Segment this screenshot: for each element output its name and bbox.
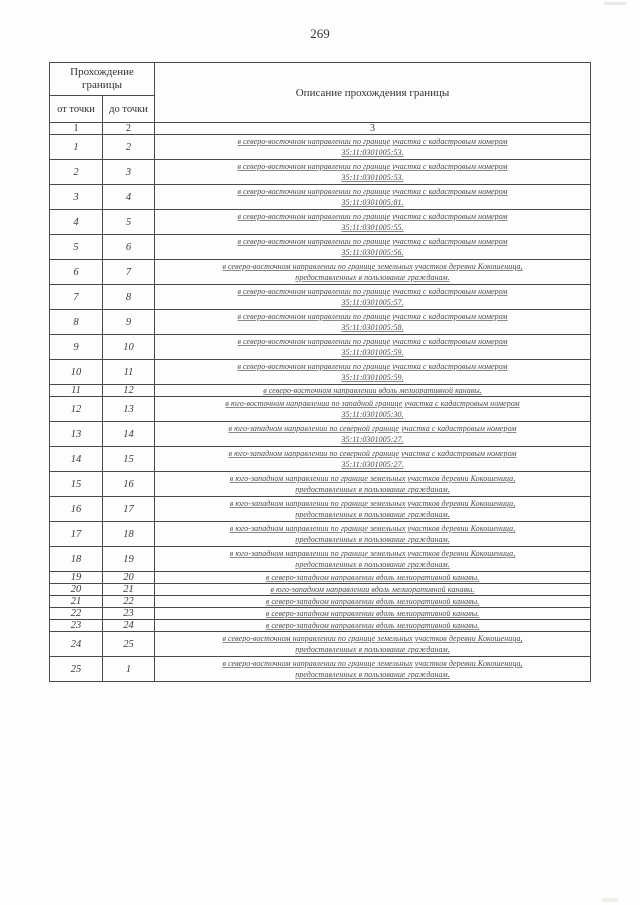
to-point-cell: 13 [103,397,155,422]
to-point-cell: 18 [103,522,155,547]
column-number-3: 3 [155,123,591,135]
description-line: в юго-восточном направлении по западной границе участка с кадастровым номером [225,399,520,408]
from-point-cell: 14 [50,447,103,472]
description-line: 35:11:0301005:58. [341,323,404,332]
from-point-cell: 2 [50,160,103,185]
description-line: в юго-западном направлении по границе земельных участков деревни Кокошеница, [229,524,516,533]
from-point-cell: 24 [50,632,103,657]
table-row [50,547,591,572]
description-line: 35:11:0301005:30. [341,410,404,419]
description-line: 35:11:0301005:59. [341,373,404,382]
table-row [50,422,591,447]
to-point-cell: 16 [103,472,155,497]
description-line: в юго-западном направлении по северной границе участка с кадастровым номером [228,424,517,433]
to-point-cell: 20 [103,572,155,584]
description-line: 35:11:0301005:53. [341,173,404,182]
table-row [50,522,591,547]
to-point-cell: 7 [103,260,155,285]
description-line: в северо-восточном направлении по границе земельных участков деревни Кокошеница, [222,262,523,271]
table-body [50,63,591,682]
description-cell [155,620,591,632]
to-point-cell: 14 [103,422,155,447]
description-line: в северо-восточном направлении по границе земельных участков деревни Кокошеница, [222,634,523,643]
table-row [50,185,591,210]
table-row [50,572,591,584]
description-line: 35:11:0301005:56. [341,248,404,257]
description-line: предоставленных в пользование гражданам. [295,560,450,569]
column-number-2: 2 [103,123,155,135]
description-cell [155,422,591,447]
from-point-cell: 6 [50,260,103,285]
table-row [50,620,591,632]
from-point-cell: 19 [50,572,103,584]
to-point-cell: 12 [103,385,155,397]
to-point-cell: 19 [103,547,155,572]
from-point-cell: 22 [50,608,103,620]
from-point-cell: 16 [50,497,103,522]
to-point-cell: 10 [103,335,155,360]
from-point-cell: 12 [50,397,103,422]
description-line: в северо-восточном направлении по границе участка с кадастровым номером [237,212,508,221]
table-row [50,497,591,522]
table-row [50,310,591,335]
header-boundary-description: Описание прохождения границы [155,63,591,123]
to-point-cell: 24 [103,620,155,632]
table-row [50,335,591,360]
description-line: в северо-западном направлении вдоль мелиоративной канавы. [265,608,480,618]
description-line: предоставленных в пользование гражданам. [295,670,450,679]
table-row [50,360,591,385]
to-point-cell: 2 [103,135,155,160]
from-point-cell: 8 [50,310,103,335]
description-line: в северо-западном направлении вдоль мелиоративной канавы. [265,596,480,606]
table-row [50,285,591,310]
from-point-cell: 10 [50,360,103,385]
description-line: в юго-западном направлении по границе земельных участков деревни Кокошеница, [229,499,516,508]
from-point-cell: 1 [50,135,103,160]
description-line: в северо-западном направлении вдоль мелиоративной канавы. [265,572,480,582]
to-point-cell: 15 [103,447,155,472]
description-cell [155,397,591,422]
table-row [50,135,591,160]
to-point-cell: 8 [103,285,155,310]
table-row [50,447,591,472]
description-line: 35:11:0301005:55. [341,223,404,232]
description-cell [155,310,591,335]
description-cell [155,160,591,185]
description-cell [155,632,591,657]
description-line: в северо-восточном направлении вдоль мелиоративной канавы. [263,385,482,395]
description-line: 35:11:0301005:57. [341,298,404,307]
description-cell [155,657,591,682]
page-number: 269 [310,26,330,41]
from-point-cell: 23 [50,620,103,632]
from-point-cell: 9 [50,335,103,360]
description-cell [155,210,591,235]
description-cell [155,447,591,472]
header-from-point: от точки [50,96,103,123]
from-point-cell: 4 [50,210,103,235]
description-line: предоставленных в пользование гражданам. [295,273,450,282]
to-point-cell: 9 [103,310,155,335]
description-cell [155,135,591,160]
description-cell [155,522,591,547]
table-row [50,260,591,285]
description-line: в северо-восточном направлении по границе участка с кадастровым номером [237,312,508,321]
description-cell [155,572,591,584]
table-row [50,632,591,657]
description-line: предоставленных в пользование гражданам. [295,510,450,519]
description-cell [155,608,591,620]
description-line: в юго-западном направлении вдоль мелиоративной канавы. [270,584,475,594]
header-row-group [50,63,591,96]
from-point-cell: 20 [50,584,103,596]
to-point-cell: 4 [103,185,155,210]
description-line: в северо-восточном направлении по границе земельных участков деревни Кокошеница, [222,659,523,668]
to-point-cell: 11 [103,360,155,385]
header-to-point: до точки [103,96,155,123]
from-point-cell: 11 [50,385,103,397]
to-point-cell: 17 [103,497,155,522]
description-cell [155,285,591,310]
from-point-cell: 3 [50,185,103,210]
from-point-cell: 15 [50,472,103,497]
to-point-cell: 5 [103,210,155,235]
description-line: 35:11:0301005:81. [341,198,404,207]
table-row [50,397,591,422]
column-number-1: 1 [50,123,103,135]
description-cell [155,584,591,596]
description-line: 35:11:0301005:59. [341,348,404,357]
from-point-cell: 18 [50,547,103,572]
description-cell [155,472,591,497]
description-cell [155,360,591,385]
description-line: в северо-западном направлении вдоль мелиоративной канавы. [265,620,480,630]
description-cell [155,260,591,285]
to-point-cell: 6 [103,235,155,260]
description-cell [155,596,591,608]
table-row [50,596,591,608]
description-line: 35:11:0301005:53. [341,148,404,157]
description-cell [155,497,591,522]
from-point-cell: 5 [50,235,103,260]
description-line: в юго-западном направлении по границе земельных участков деревни Кокошеница, [229,474,516,483]
description-line: в юго-западном направлении по северной границе участка с кадастровым номером [228,449,517,458]
boundary-description-table [49,62,591,682]
description-line: в северо-восточном направлении по границе участка с кадастровым номером [237,337,508,346]
from-point-cell: 17 [50,522,103,547]
description-cell [155,235,591,260]
description-cell [155,185,591,210]
to-point-cell: 3 [103,160,155,185]
description-line: в северо-восточном направлении по границе участка с кадастровым номером [237,162,508,171]
table-row [50,584,591,596]
table-row [50,160,591,185]
to-point-cell: 23 [103,608,155,620]
table-row [50,385,591,397]
description-cell [155,335,591,360]
description-line: в северо-восточном направлении по границе участка с кадастровым номером [237,237,508,246]
from-point-cell: 21 [50,596,103,608]
description-line: предоставленных в пользование гражданам. [295,535,450,544]
scan-artifact-top [604,2,626,5]
description-line: предоставленных в пользование гражданам. [295,645,450,654]
to-point-cell: 22 [103,596,155,608]
to-point-cell: 21 [103,584,155,596]
description-cell [155,385,591,397]
table-row [50,472,591,497]
header-boundary-passage: Прохождение границы [50,63,155,96]
description-line: в северо-восточном направлении по границе участка с кадастровым номером [237,287,508,296]
table-row [50,210,591,235]
header-row-column-numbers [50,123,591,135]
to-point-cell: 1 [103,657,155,682]
description-line: в юго-западном направлении по границе земельных участков деревни Кокошеница, [229,549,516,558]
from-point-cell: 7 [50,285,103,310]
description-line: 35:11:0301005:27. [341,435,404,444]
description-line: предоставленных в пользование гражданам. [295,485,450,494]
table-row [50,235,591,260]
description-line: в северо-восточном направлении по границе участка с кадастровым номером [237,187,508,196]
description-line: в северо-восточном направлении по границе участка с кадастровым номером [237,137,508,146]
description-line: в северо-восточном направлении по границе участка с кадастровым номером [237,362,508,371]
to-point-cell: 25 [103,632,155,657]
description-cell [155,547,591,572]
scan-artifact-bottom [602,898,618,902]
description-line: 35:11:0301005:27. [341,460,404,469]
from-point-cell: 25 [50,657,103,682]
table-row [50,657,591,682]
from-point-cell: 13 [50,422,103,447]
table-row [50,608,591,620]
